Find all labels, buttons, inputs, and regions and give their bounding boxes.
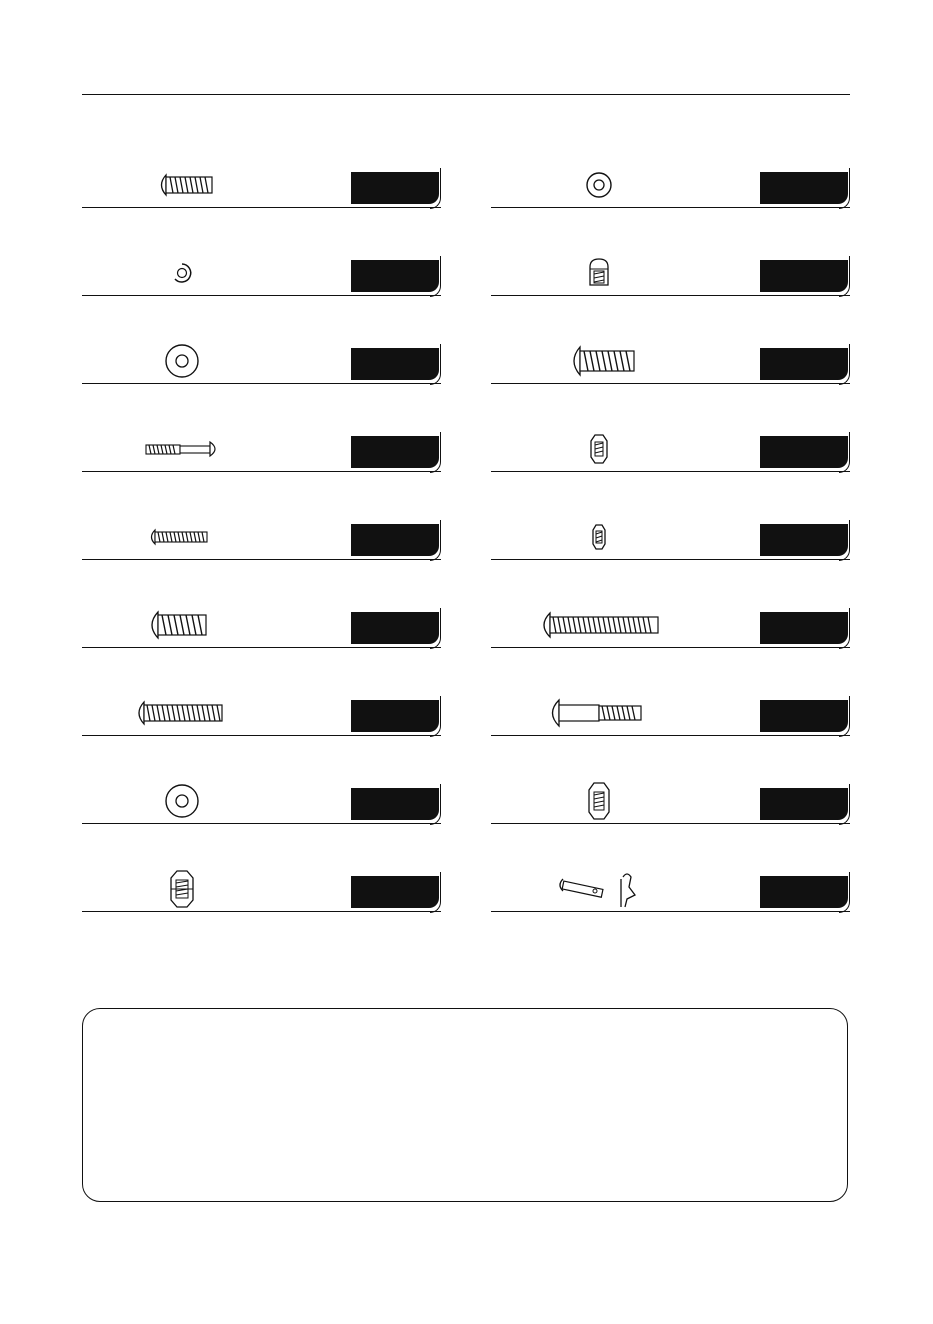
part-label-tab (351, 876, 439, 908)
hex-nut-small-icon (579, 518, 619, 556)
hardware-row (82, 864, 441, 952)
part-label-tab (351, 524, 439, 556)
long-bolt-icon (142, 430, 222, 468)
long-screw-button-head-icon (537, 606, 663, 644)
part-label-tab (351, 436, 439, 468)
hardware-row (491, 512, 850, 600)
part-label-tab (760, 612, 848, 644)
cap-nut-icon (579, 254, 619, 292)
part-label-tab (760, 876, 848, 908)
hardware-row (491, 776, 850, 864)
screw-button-head-large-icon (565, 342, 641, 380)
hardware-row (82, 424, 441, 512)
header-rule (82, 94, 850, 95)
part-label-tab (351, 700, 439, 732)
hardware-row (491, 424, 850, 512)
flat-washer-large-icon (162, 342, 202, 380)
hardware-row (491, 600, 850, 688)
screw-button-head-medium-icon (144, 606, 214, 644)
hardware-row (82, 336, 441, 424)
shoulder-bolt-icon (545, 694, 645, 732)
part-label-tab (760, 700, 848, 732)
part-label-tab (760, 524, 848, 556)
part-label-tab (760, 788, 848, 820)
hardware-row (82, 160, 441, 248)
part-label-tab (760, 436, 848, 468)
small-flat-washer-icon (579, 166, 619, 204)
part-label-tab (351, 348, 439, 380)
hardware-list-left (82, 160, 441, 952)
screw-thin-icon (144, 518, 214, 556)
part-label-tab (351, 260, 439, 292)
screw-button-head-short-icon (152, 166, 222, 204)
hardware-row (491, 688, 850, 776)
part-label-tab (351, 172, 439, 204)
hardware-row (491, 864, 850, 952)
part-label-tab (760, 348, 848, 380)
hex-nut-large-icon (579, 782, 619, 820)
part-label-tab (351, 612, 439, 644)
hardware-list-right (491, 160, 850, 952)
part-label-tab (760, 260, 848, 292)
hardware-row (82, 776, 441, 864)
hex-nut-icon (579, 430, 619, 468)
hardware-row (491, 248, 850, 336)
screw-button-head-long-icon (132, 694, 228, 732)
hardware-row (491, 336, 850, 424)
hardware-row (82, 248, 441, 336)
flat-washer-icon (162, 782, 202, 820)
part-label-tab (351, 788, 439, 820)
hardware-row (82, 512, 441, 600)
hardware-row (82, 600, 441, 688)
hex-lock-nut-large-icon (162, 870, 202, 908)
hardware-row (491, 160, 850, 248)
clevis-pin-and-cotter-pin-icon (555, 870, 641, 908)
notes-box (82, 1008, 848, 1202)
spring-lock-washer-icon (162, 254, 202, 292)
hardware-row (82, 688, 441, 776)
part-label-tab (760, 172, 848, 204)
